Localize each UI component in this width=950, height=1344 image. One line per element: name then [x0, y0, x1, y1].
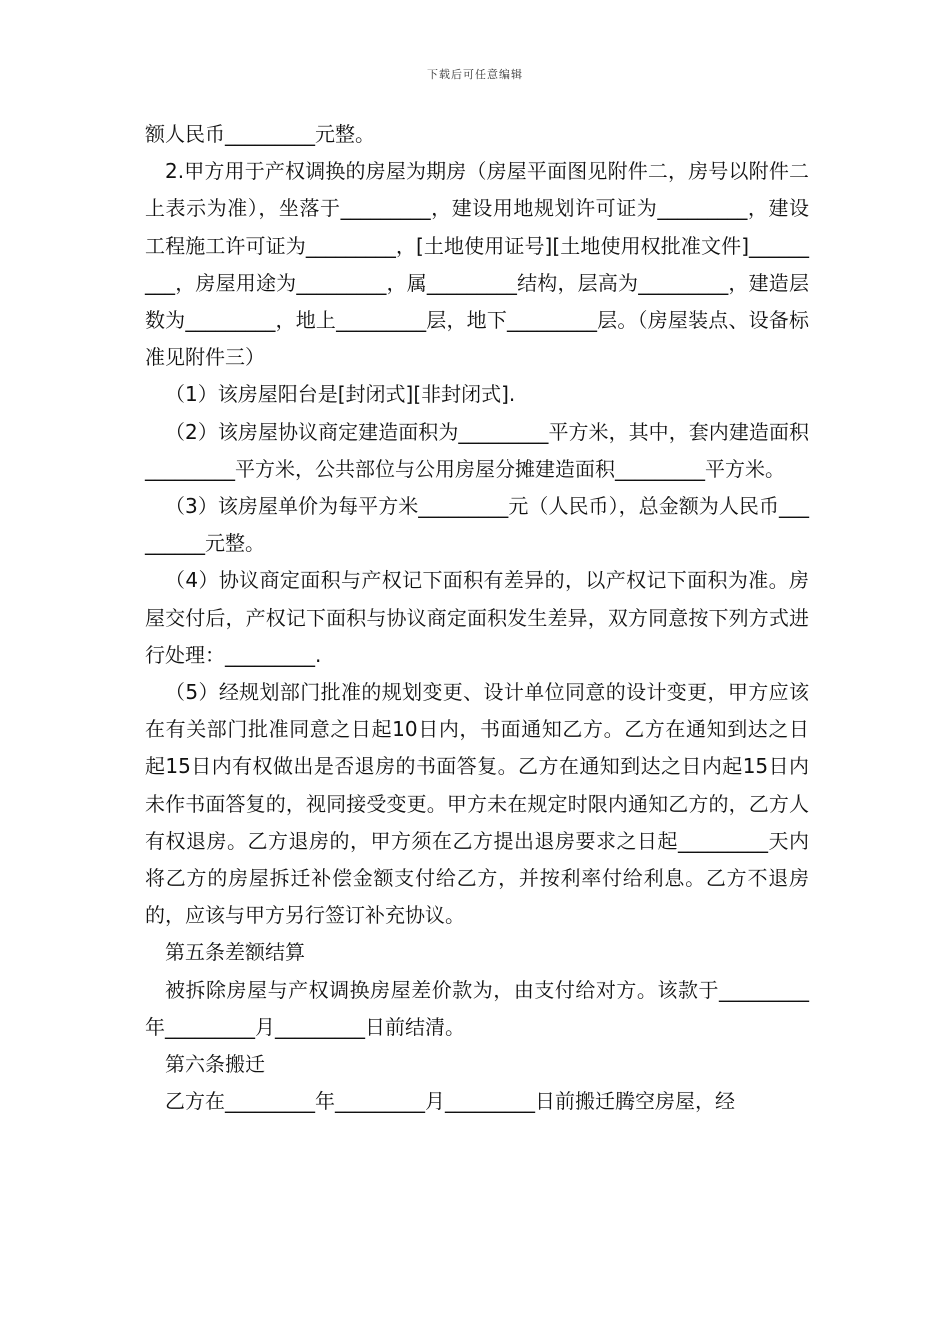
paragraph-item-1: （1）该房屋阳台是[封闭式][非封闭式]. [165, 382, 516, 407]
paragraph-item-2: （2）该房屋协议商定建造面积为_________平方米，其中，套内建造面积_________平方米，公共部位与公用房屋分摊建造面积_________平方米。 [145, 419, 809, 481]
paragraph-item-5: （5）经规划部门批准的规划变更、设计单位同意的设计变更，甲方应该在有关部门批准同意之日起10日内，书面通知乙方。乙方在通知到达之日起15日内有权做出是否退房的书面答复。乙方在通知到达之日内起15日内未作书面答复的，视同接受变更。甲方未在规定时限内通知乙方的，乙方人有权退房。乙方退房的，甲方须在乙方提出退房要求之日起_________天内将乙方的房屋拆迁补偿金额支付给乙方，并按利率付给利息。乙方不退房的，应该与甲方另行签订补充协议。 [145, 680, 809, 928]
paragraph-item-3: （3）该房屋单价为每平方米_________元（人民币），总金额为人民币_________元整。 [145, 494, 809, 556]
paragraph-amount-continuation: 额人民币_________元整。 [145, 122, 375, 146]
paragraph-article-5-body: 被拆除房屋与产权调换房屋差价款为，由支付给对方。该款于_________年_________月_________日前结清。 [145, 977, 809, 1039]
section-heading-article-6: 第六条搬迁 [165, 1052, 265, 1077]
document-body [145, 116, 809, 1120]
section-heading-article-5: 第五条差额结算 [165, 940, 305, 965]
paragraph-clause-2: 2.甲方用于产权调换的房屋为期房（房屋平面图见附件二，房号以附件二上表示为准），坐落于_________，建设用地规划许可证为_________，建设工程施工许可证为_________，[土地使用证号][土地使用权批准文件]_________，房屋用途为_________，属_________结构，层高为_________，建造层数为_________，地上_________层，地下_________层。（房屋装点、设备标准见附件三） [145, 159, 809, 370]
paragraph-article-6-body: 乙方在_________年_________月_________日前搬迁腾空房屋，经 [165, 1089, 735, 1114]
paragraph-item-4: （4）协议商定面积与产权记下面积有差异的，以产权记下面积为准。房屋交付后，产权记下面积与协议商定面积发生差异，双方同意按下列方式进行处理：_________. [145, 568, 809, 667]
page-header: 下载后可任意编辑 [427, 68, 523, 81]
